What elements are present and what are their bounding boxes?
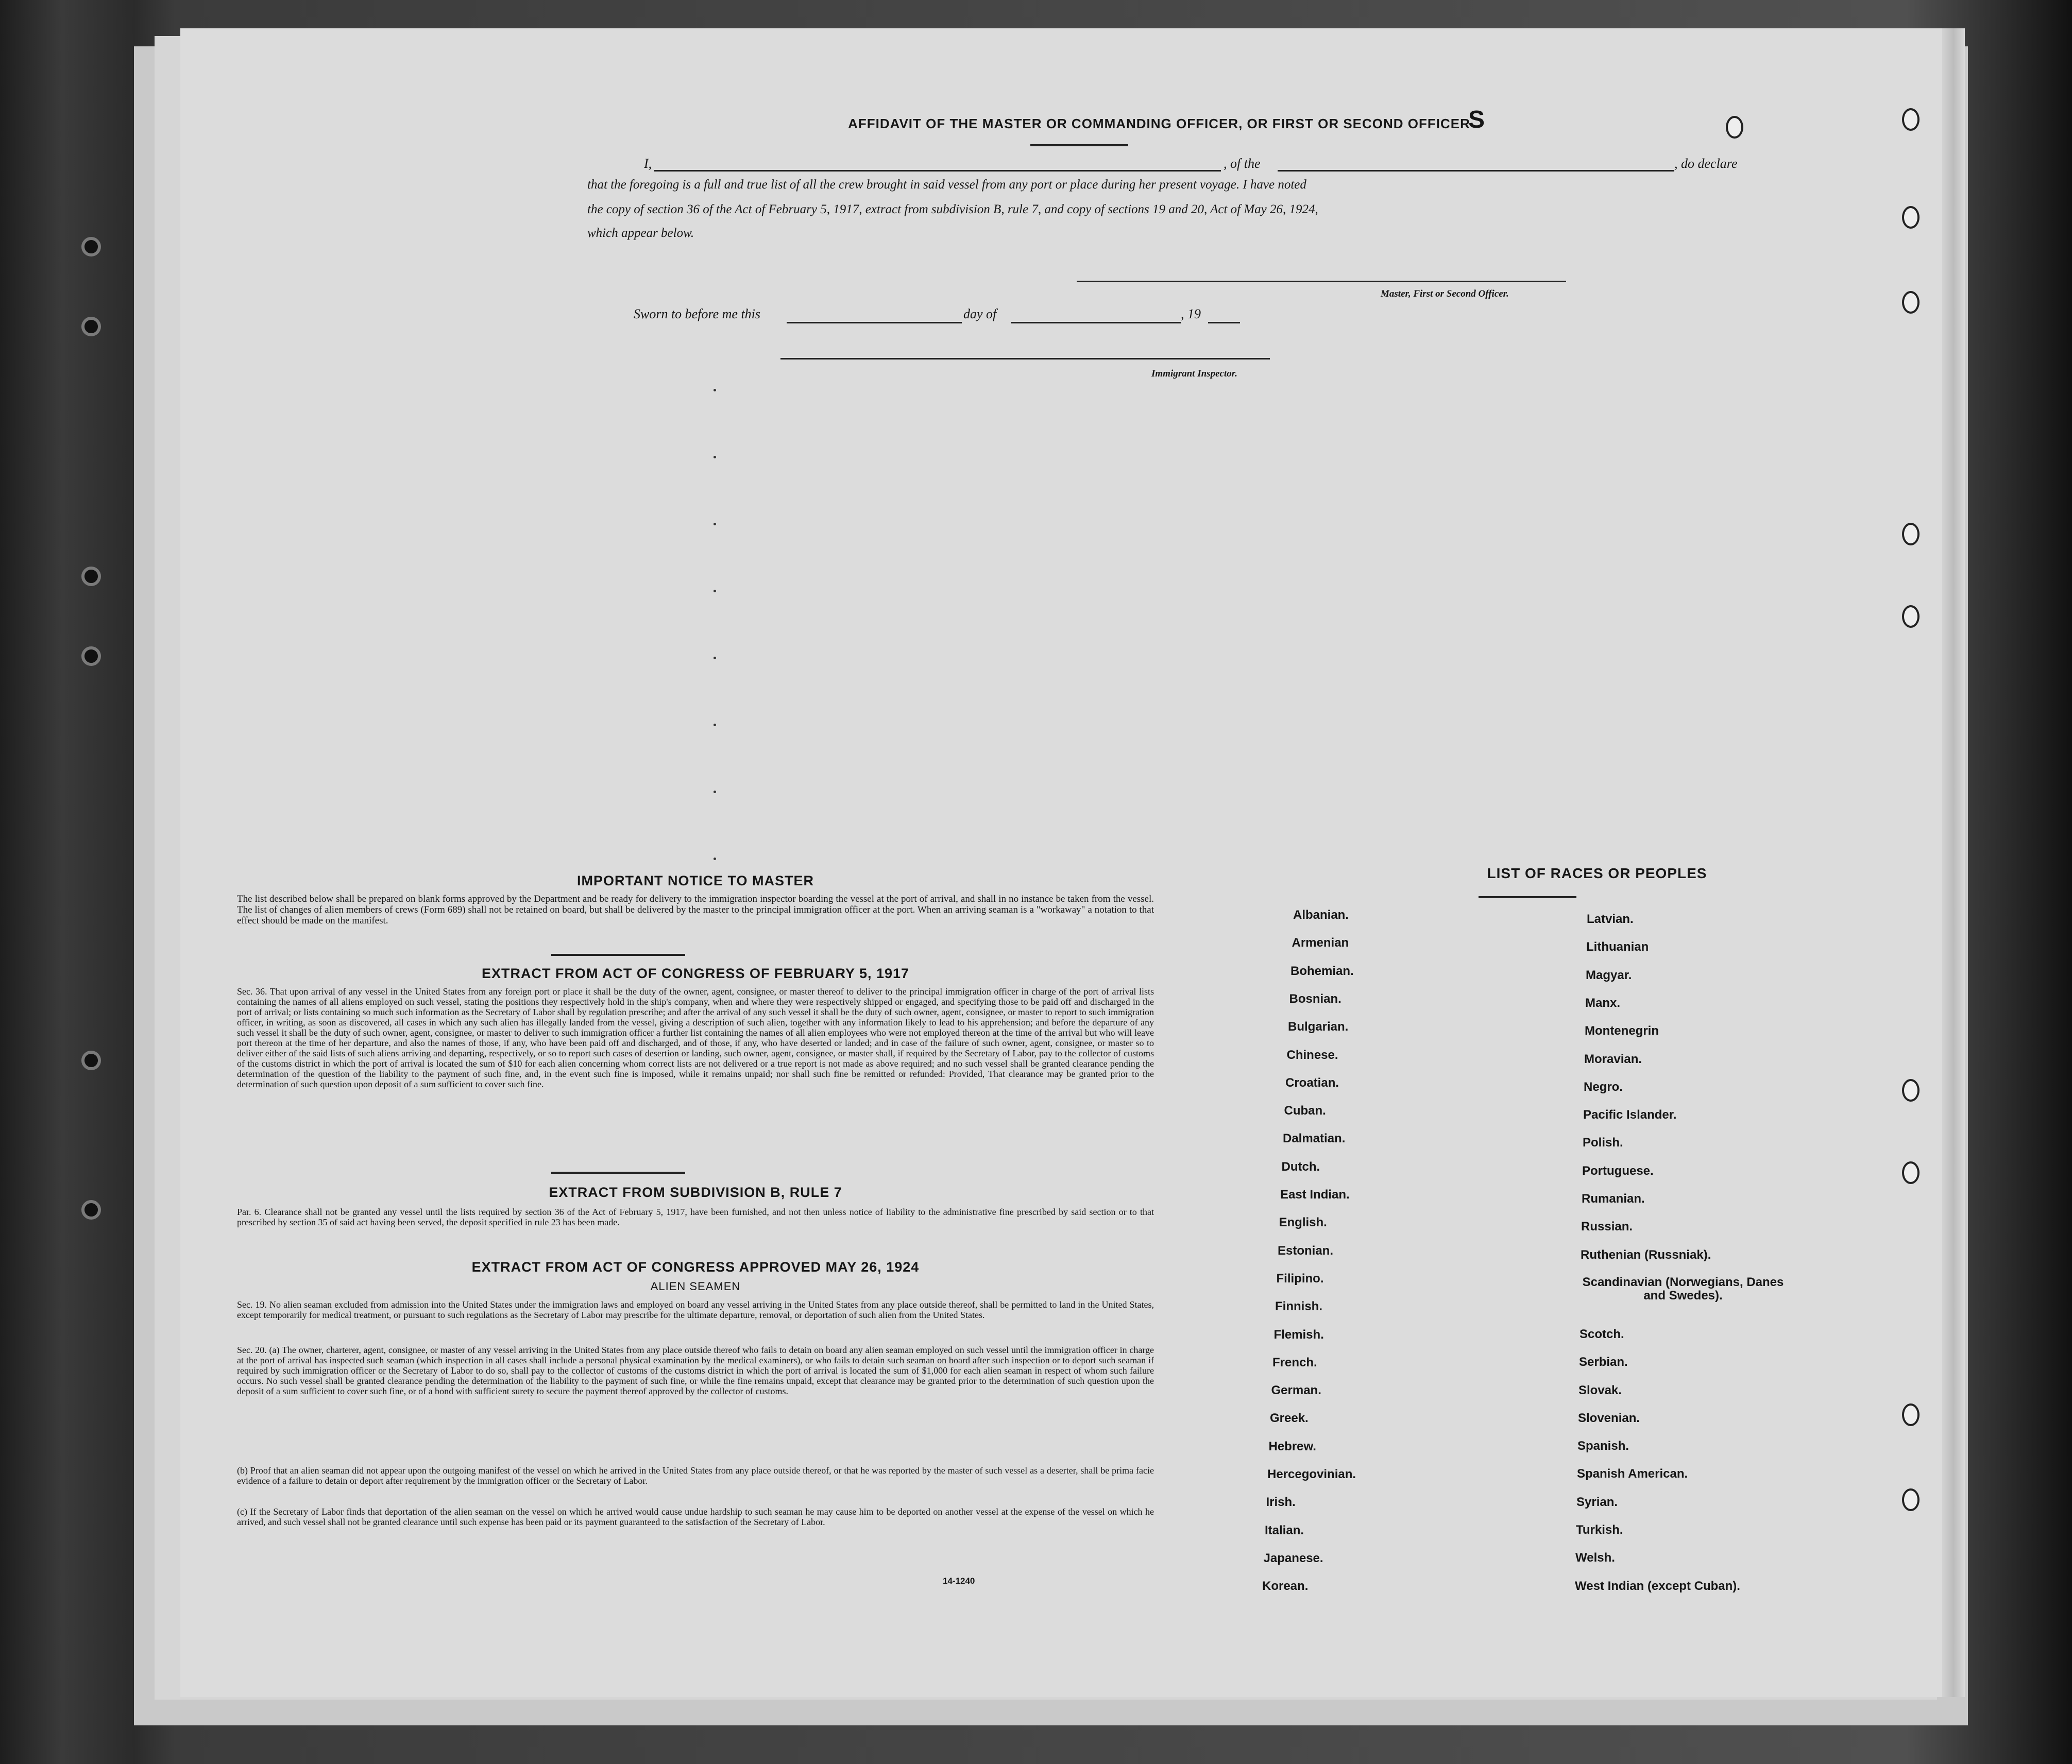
binder-hole-2 — [81, 317, 101, 336]
race-item: Filipino. — [1276, 1271, 1324, 1286]
race-item: Hercegovinian. — [1267, 1467, 1356, 1481]
affidavit-of-the-label: , of the — [1224, 156, 1261, 171]
inspector-signature-line[interactable] — [780, 358, 1270, 359]
race-item: Bulgarian. — [1288, 1020, 1349, 1034]
edge-hole-2 — [1902, 206, 1920, 229]
extract-rule7-text: Par. 6. Clearance shall not be granted any vessel until the lists required by section 36 of the Act of February 5, 1917, have been furnished, and not then unless notice of liability to the administrative fine prescribed by said section or to that prescribed by section 35 of said act having been served, the deposit specified in rule 23 has been made. — [237, 1207, 1154, 1227]
form-number: 14-1240 — [943, 1576, 975, 1586]
sworn-year-line[interactable] — [1208, 322, 1240, 323]
race-item: Magyar. — [1586, 968, 1632, 982]
affidavit-text-line2: that the foregoing is a full and true list of all the crew brought in said vessel from any port or place during her present voyage. I have noted — [587, 178, 1306, 192]
edge-hole-8 — [1902, 1403, 1920, 1426]
race-item: Turkish. — [1576, 1523, 1623, 1537]
margin-dot — [714, 858, 716, 860]
race-item: Syrian. — [1576, 1495, 1618, 1509]
race-item: Lithuanian — [1586, 940, 1649, 954]
margin-dot — [714, 590, 716, 592]
margin-dot — [714, 523, 716, 525]
race-item: Ruthenian (Russniak). — [1581, 1247, 1711, 1262]
master-signature-line[interactable] — [1077, 281, 1566, 282]
race-item: Negro. — [1584, 1080, 1623, 1094]
race-item: Finnish. — [1275, 1299, 1322, 1314]
edge-hole-10 — [1726, 116, 1743, 139]
race-item: Dalmatian. — [1283, 1132, 1346, 1146]
notice-title: IMPORTANT NOTICE TO MASTER — [577, 873, 814, 888]
year-label: , 19 — [1181, 306, 1201, 321]
vessel-name-line[interactable] — [1278, 170, 1674, 172]
race-item: Moravian. — [1584, 1052, 1642, 1066]
race-item: Greek. — [1270, 1411, 1309, 1426]
race-item: Welsh. — [1575, 1551, 1615, 1565]
races-title-rule — [1479, 896, 1576, 898]
race-item: Slovak. — [1578, 1383, 1622, 1397]
extract-1917-text: Sec. 36. That upon arrival of any vessel in the United States from any foreign port or place it shall be the duty of the owner, agent, consignee, or master thereof to deliver to the principal immigration officer in charge of the port of arrival lists containing the names of all aliens employed on such vessel, stating the positions they respectively hold in the ship's company, when and where they were respectively shipped or engaged, and specifying those to be paid off and discharged in the port of arrival; or lists containing so much such information as the Secretary of Labor shall by regulation prescribe; and after the arrival of any such vessel it shall be the duty of such owner, agent, consignee, or master to report to such immigration officer, in writing, as soon as discovered, all cases in which any such alien has illegally landed from the vessel, giving a description of such alien, together with any information likely to lead to his apprehension; and before the departure of any such vessel it shall be the duty of such owner, agent, consignee, or master to deliver to such immigration officer a further list containing the names of all alien employees who were not employed thereon at the time of the arrival but who will leave port thereon at the time of her departure, and also the names of those, if any, who have been paid off and discharged, and of those, if any, who have deserted or landed; and in case of the failure of such owner, agent, consignee, or master so to deliver either of the said lists of such aliens arriving and departing, respectively, or so to report such cases of desertion or landing, such owner, agent, consignee, or master shall, if required by the Secretary of Labor, pay to the collector of customs of the customs district in which the port of arrival is located the sum of $10 for each alien concerning whom correct lists are not delivered or a true report is not made as above required; and no such vessel shall be granted clearance pending the determination of the question of the liability to the payment of such fine, and, in the event such fine is imposed, while it remains unpaid; nor shall such fine be remitted or refunded: Provided, That clearance may be granted prior to the determination of such question upon deposit of a sum sufficient to cover such fine. — [237, 986, 1154, 1089]
extract-1917-title: EXTRACT FROM ACT OF CONGRESS OF FEBRUARY 5, 1917 — [481, 966, 910, 981]
margin-dot — [714, 657, 716, 659]
race-item: Bohemian. — [1290, 964, 1354, 978]
race-item: Russian. — [1581, 1220, 1633, 1234]
race-item: French. — [1272, 1355, 1317, 1369]
race-item: Japanese. — [1263, 1551, 1323, 1565]
binder-hole-1 — [81, 237, 101, 256]
race-item: Hebrew. — [1268, 1439, 1316, 1453]
race-item: Armenian — [1292, 936, 1349, 950]
edge-hole-3 — [1902, 291, 1920, 314]
binder-hole-4 — [81, 646, 101, 666]
day-of-label: day of — [963, 306, 997, 321]
race-item: West Indian (except Cuban). — [1575, 1579, 1740, 1593]
race-item: Portuguese. — [1582, 1163, 1654, 1178]
race-item: Latvian. — [1587, 912, 1634, 926]
page-fold — [1942, 28, 1965, 1697]
race-item: Rumanian. — [1582, 1192, 1645, 1206]
extract-1924-sec20a: Sec. 20. (a) The owner, charterer, agent, consignee, or master of any vessel arriving in the United States from any place outside thereof who fails to detain on board any alien seaman employed on such vessel until the immigration officer in charge at the port of arrival has inspected such seaman (which inspection in all cases shall include a personal physical examination by the medical examiners), or who fails to detain such seaman on board after such inspection or to deport such seaman if required by such immigration officer or the Secretary of Labor to do so, shall pay to the collector of customs of the customs district in which the port of arrival is located the sum of $1,000 for each alien seaman in respect of whom such failure occurs. No such vessel shall be granted clearance pending the determination of the liability to the payment of such fine, or while the fine remains unpaid, except that clearance may be granted prior to the determination of such question upon the deposit of a sum sufficient to cover such fine, or of a bond with sufficient surety to secure the payment thereof approved by the collector of customs. — [237, 1345, 1154, 1396]
race-item: Scandinavian (Norwegians, Danes and Swedes). — [1582, 1275, 1784, 1303]
race-item: Pacific Islander. — [1583, 1108, 1677, 1122]
master-caption: Master, First or Second Officer. — [1381, 288, 1509, 299]
margin-dot — [714, 791, 716, 793]
race-item: Estonian. — [1278, 1243, 1334, 1258]
corner-mark: S — [1468, 106, 1485, 133]
race-item: English. — [1279, 1215, 1327, 1230]
inspector-caption: Immigrant Inspector. — [1151, 368, 1237, 379]
extract-1924-sec20b: (b) Proof that an alien seaman did not appear upon the outgoing manifest of the vessel on which he arrived in the United States from any place outside thereof, or that he was reported by the master of such vessel as a deserter, shall be prima facie evidence of a failure to detain or deport after requirement by the immigration officer or the Secretary of Labor. — [237, 1465, 1154, 1486]
edge-hole-7 — [1902, 1161, 1920, 1184]
edge-hole-9 — [1902, 1488, 1920, 1511]
extract-rule7-title: EXTRACT FROM SUBDIVISION B, RULE 7 — [549, 1185, 842, 1200]
affidavit-i-label: I, — [644, 156, 652, 171]
race-item: Croatian. — [1285, 1075, 1339, 1090]
sworn-label: Sworn to before me this — [634, 306, 761, 321]
extract-1924-sec19: Sec. 19. No alien seaman excluded from admission into the United States under the immigration laws and employed on board any vessel arriving in the United States from any place outside thereof, shall be permitted to land in the United States, except temporarily for medical treatment, or pursuant to such regulations as the Secretary of Labor may prescribe for the ultimate departure, removal, or deportation of such alien from the United States. — [237, 1299, 1154, 1320]
binder-hole-5 — [81, 1051, 101, 1070]
race-item: Montenegrin — [1585, 1024, 1659, 1038]
margin-dot — [714, 724, 716, 726]
races-title: LIST OF RACES OR PEOPLES — [1487, 865, 1707, 881]
edge-hole-6 — [1902, 1079, 1920, 1102]
binder-hole-6 — [81, 1200, 101, 1220]
notice-rule — [551, 954, 685, 956]
race-item: Slovenian. — [1578, 1411, 1640, 1425]
race-item: Spanish. — [1577, 1439, 1629, 1453]
extract-1924-sec20c: (c) If the Secretary of Labor finds that deportation of the alien seaman on the vessel on which he arrived would cause undue hardship to such seaman he may cause him to be deported on another vessel at the expense of the vessel on which he arrived, and such vessel shall not be granted clearance until such expense has been paid or its payment guaranteed to the satisfaction of the Secretary of Labor. — [237, 1506, 1154, 1527]
edge-hole-4 — [1902, 523, 1920, 545]
race-item: Bosnian. — [1289, 991, 1341, 1006]
race-item: Cuban. — [1284, 1104, 1326, 1118]
race-item: Chinese. — [1286, 1048, 1338, 1062]
affidavit-do-declare-label: , do declare — [1674, 156, 1738, 171]
notice-text: The list described below shall be prepared on blank forms approved by the Department and be ready for delivery to the immigration inspector boarding the vessel at the port of arrival, and shall in no instance be taken from the vessel. The list of changes of alien members of crews (Form 689) shall not be retained on board, but shall be delivered by the master to the principal immigration officer at the port. When an arriving seaman is a "workaway" a notation to that effect should be made on the manifest. — [237, 894, 1154, 926]
race-item: Albanian. — [1293, 908, 1349, 922]
sworn-day-line[interactable] — [787, 322, 962, 323]
extract-1924-title: EXTRACT FROM ACT OF CONGRESS APPROVED MAY 26, 1924 — [471, 1259, 920, 1275]
extract-1917-rule — [551, 1172, 685, 1174]
edge-hole-1 — [1902, 108, 1920, 131]
affidavit-title-rule — [1030, 144, 1128, 146]
race-item: Scotch. — [1580, 1327, 1624, 1341]
race-item: Flemish. — [1273, 1327, 1324, 1342]
affidavit-text-line3: the copy of section 36 of the Act of February 5, 1917, extract from subdivision B, rule 7, and copy of sections 19 and 20, Act of May 26, 1924, — [587, 202, 1318, 216]
margin-dot — [714, 456, 716, 458]
master-name-line[interactable] — [654, 170, 1221, 172]
extract-1924-subtitle: ALIEN SEAMEN — [650, 1280, 741, 1293]
binder-hole-3 — [81, 567, 101, 586]
race-item: Manx. — [1585, 996, 1621, 1010]
affidavit-text-line4: which appear below. — [587, 226, 694, 240]
edge-hole-5 — [1902, 605, 1920, 628]
race-item: Serbian. — [1579, 1355, 1628, 1369]
race-item: Polish. — [1583, 1136, 1623, 1150]
race-item: Korean. — [1262, 1579, 1309, 1594]
margin-dot — [714, 389, 716, 391]
sworn-month-line[interactable] — [1011, 322, 1181, 323]
race-item: Italian. — [1265, 1523, 1304, 1537]
race-item: Spanish American. — [1577, 1467, 1688, 1481]
race-item: Dutch. — [1281, 1159, 1320, 1174]
affidavit-title: AFFIDAVIT OF THE MASTER OR COMMANDING OFFICER, OR FIRST OR SECOND OFFICER — [848, 116, 1470, 131]
document-sheet — [180, 28, 1952, 1697]
race-item: East Indian. — [1280, 1188, 1350, 1202]
race-item: Irish. — [1266, 1495, 1296, 1510]
race-item: German. — [1271, 1383, 1321, 1398]
